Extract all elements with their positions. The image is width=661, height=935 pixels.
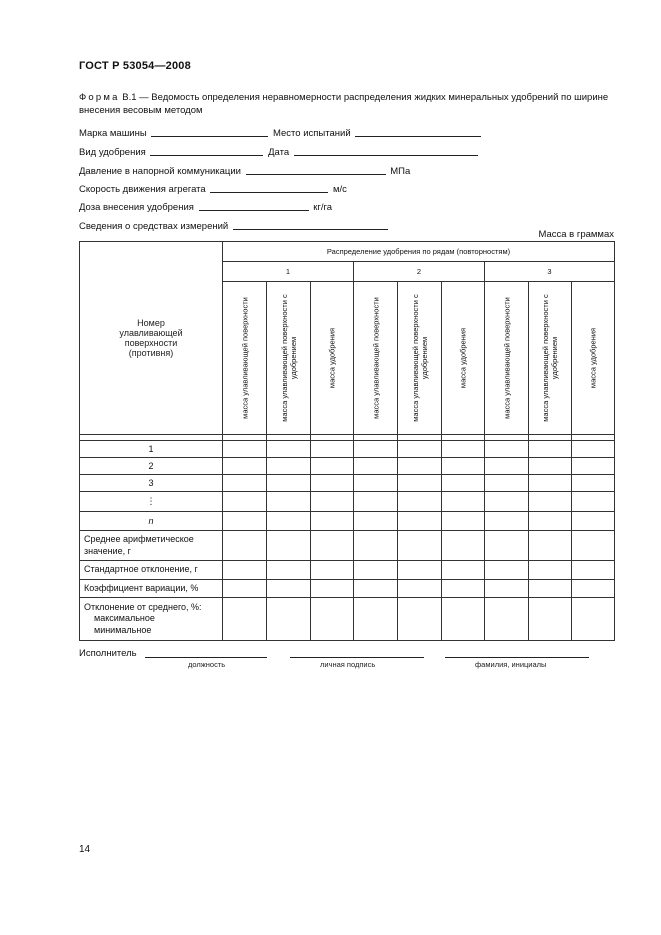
row-number-header bbox=[80, 242, 223, 435]
row-label-n: n bbox=[80, 512, 223, 531]
repetition-2-header: 2 bbox=[354, 262, 485, 282]
executor-label: Исполнитель bbox=[79, 648, 137, 659]
instruments-blank[interactable] bbox=[233, 219, 388, 230]
form-title bbox=[79, 92, 614, 117]
deviation-label bbox=[80, 598, 223, 641]
pressure-label: Давление в напорной коммуникации bbox=[79, 166, 241, 177]
field-row-machine bbox=[79, 126, 483, 139]
document-id: ГОСТ Р 53054—2008 bbox=[79, 60, 191, 72]
field-row-dose bbox=[79, 200, 332, 213]
pressure-blank[interactable] bbox=[246, 164, 386, 175]
fertilizer-type-label: Вид удобрения bbox=[79, 147, 146, 158]
row-label: 1 bbox=[80, 441, 223, 458]
pressure-unit: МПа bbox=[390, 166, 411, 177]
std-dev-row bbox=[80, 561, 615, 580]
speed-label: Скорость движения агрегата bbox=[79, 184, 206, 195]
dose-unit: кг/га bbox=[313, 202, 333, 213]
variation-label: Коэффициент вариации, % bbox=[80, 580, 223, 598]
table-row bbox=[80, 512, 615, 531]
form-title-label: Форма bbox=[79, 92, 120, 103]
rep3-tray-with-fert-header: масса улавливающей поверхности с удобрением bbox=[529, 282, 572, 435]
rep1-fert-mass-header: масса удобрения bbox=[311, 282, 354, 435]
table-row bbox=[80, 458, 615, 475]
test-site-blank[interactable] bbox=[355, 126, 481, 137]
signature-line[interactable] bbox=[290, 657, 424, 658]
repetition-1-header: 1 bbox=[223, 262, 354, 282]
rep3-fert-mass-header: масса удобрения bbox=[572, 282, 615, 435]
variation-row bbox=[80, 580, 615, 598]
speed-unit: м/с bbox=[333, 184, 347, 195]
rep1-tray-mass-header: масса улавливающей поверхности bbox=[223, 282, 267, 435]
deviation-min-label: минимальное bbox=[94, 624, 152, 635]
speed-blank[interactable] bbox=[210, 182, 328, 193]
units-note: Масса в граммах bbox=[538, 229, 614, 240]
measurement-table bbox=[79, 241, 615, 641]
mean-row bbox=[80, 531, 615, 561]
rep2-fert-mass-header: масса удобрения bbox=[442, 282, 485, 435]
std-dev-label: Стандартное отклонение, г bbox=[80, 561, 223, 580]
name-line[interactable] bbox=[445, 657, 589, 658]
form-title-text: В.1 — Ведомость определения неравномерности распределения жидких минеральных удобрений по ширине внесения весовым методом bbox=[79, 92, 609, 116]
field-row-fertilizer bbox=[79, 145, 480, 158]
rep2-tray-mass-header: масса улавливающей поверхности bbox=[354, 282, 398, 435]
deviation-row bbox=[80, 598, 615, 641]
date-label: Дата bbox=[268, 147, 290, 158]
position-line[interactable] bbox=[145, 657, 267, 658]
deviation-max-label: максимальное bbox=[94, 613, 155, 624]
date-blank[interactable] bbox=[294, 145, 478, 156]
repetition-3-header: 3 bbox=[485, 262, 615, 282]
row-label-ellipsis: ⋮ bbox=[80, 492, 223, 512]
dose-blank[interactable] bbox=[199, 200, 309, 211]
table-row bbox=[80, 441, 615, 458]
table-row bbox=[80, 475, 615, 492]
rep3-tray-mass-header: масса улавливающей поверхности bbox=[485, 282, 529, 435]
dose-label: Доза внесения удобрения bbox=[79, 202, 194, 213]
mean-label: Среднее арифметическое значение, г bbox=[80, 531, 223, 561]
machine-brand-blank[interactable] bbox=[151, 126, 268, 137]
field-row-pressure bbox=[79, 164, 410, 177]
row-label: 3 bbox=[80, 475, 223, 492]
table-row bbox=[80, 492, 615, 512]
field-row-instruments bbox=[79, 219, 390, 232]
field-row-speed bbox=[79, 182, 347, 195]
instruments-label: Сведения о средствах измерений bbox=[79, 221, 229, 232]
name-caption: фамилия, инициалы bbox=[475, 660, 547, 669]
test-site-label: Место испытаний bbox=[272, 128, 351, 139]
machine-brand-label: Марка машины bbox=[79, 128, 147, 139]
deviation-title: Отклонение от среднего, %: bbox=[84, 601, 202, 612]
row-label: 2 bbox=[80, 458, 223, 475]
page-number: 14 bbox=[79, 844, 91, 855]
fertilizer-type-blank[interactable] bbox=[150, 145, 263, 156]
rep2-tray-with-fert-header: масса улавливающей поверхности с удобрением bbox=[398, 282, 442, 435]
position-caption: должность bbox=[188, 660, 226, 669]
row-number-header-text: Номер улавливающей поверхности (противня) bbox=[119, 318, 183, 358]
distribution-header: Распределение удобрения по рядам (повторностям) bbox=[223, 242, 615, 262]
signature-caption: личная подпись bbox=[320, 660, 376, 669]
rep1-tray-with-fert-header: масса улавливающей поверхности с удобрением bbox=[267, 282, 311, 435]
